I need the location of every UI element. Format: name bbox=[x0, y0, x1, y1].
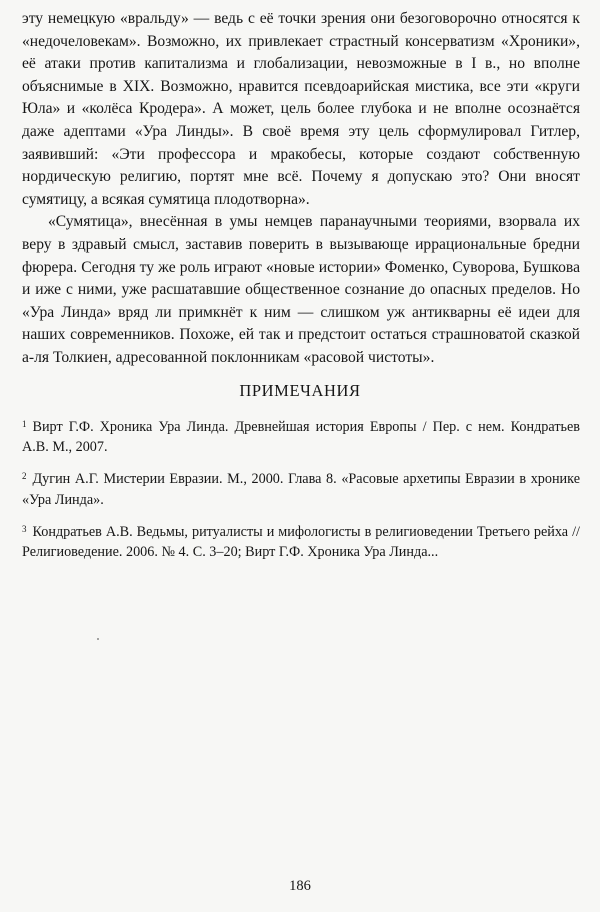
page-number: 186 bbox=[289, 878, 311, 894]
main-text bbox=[22, 8, 580, 370]
notes-heading: ПРИМЕЧАНИЯ bbox=[239, 381, 361, 400]
note-number: 3 bbox=[22, 523, 27, 534]
scan-speck bbox=[97, 638, 99, 640]
note-text: Вирт Г.Ф. Хроника Ура Линда. Древнейшая история Европы / Пер. с нем. Кондратьев А.В. М., 2007. bbox=[22, 419, 580, 456]
note-text: Кондратьев А.В. Ведьмы, ритуалисты и мифологисты в религиоведении Третьего рейха // Религиоведение. 2006. № 4. С. 3–20; Вирт Г.Ф. Хроника Ура Линда... bbox=[22, 523, 580, 561]
note-number: 2 bbox=[22, 471, 27, 482]
note-item bbox=[22, 466, 580, 510]
note-text: Дугин А.Г. Мистерии Евразии. М., 2000. Глава 8. «Расовые архетипы Евразии в хронике «Ура Линда». bbox=[22, 471, 580, 508]
paragraph: «Сумятица», внесённая в умы немцев паранаучными теориями, взорвала их веру в здравый смысл, заставив поверить в вызывающе иррациональные бредни фюрера. Сегодня ту же роль играют «новые истории» Фоменко, Суворова, Бушкова и иже с ними, уже расшатавшие общественное сознание до опасных пределов. Но «Ура Линда» вряд ли примкнёт к ним — слишком уж антикварны её идеи для наших современников. Похоже, ей так и предстоит остаться страшноватой сказкой а-ля Толкиен, адресованной поклонникам «расовой чистоты». bbox=[22, 213, 580, 366]
note-number: 1 bbox=[22, 419, 27, 429]
paragraph: эту немецкую «вральду» — ведь с её точки зрения они безоговорочно относятся к «недочеловекам». Возможно, их привлекает страстный консерватизм «Хроники», её атаки против капитализма и глобализации, невозможные в I в., но вполне объяснимые в XIX. Возможно, нравится псевдоарийская мистика, все эти «круги Юла» и «колёса Кродера». А может, цель более глубока и не вполне осознаётся даже адептами «Ура Линды». В своё время эту цель сформулировал Гитлер, заявивший: «Эти профессора и мракобесы, которые создают собственную нордическую религию, портят мне всё. Почему я допускаю это? Они вносят сумятицу, а всякая сумятица плодотворна». bbox=[22, 10, 580, 208]
notes-list bbox=[22, 414, 580, 571]
note-item bbox=[22, 414, 580, 458]
note-item bbox=[22, 519, 580, 563]
